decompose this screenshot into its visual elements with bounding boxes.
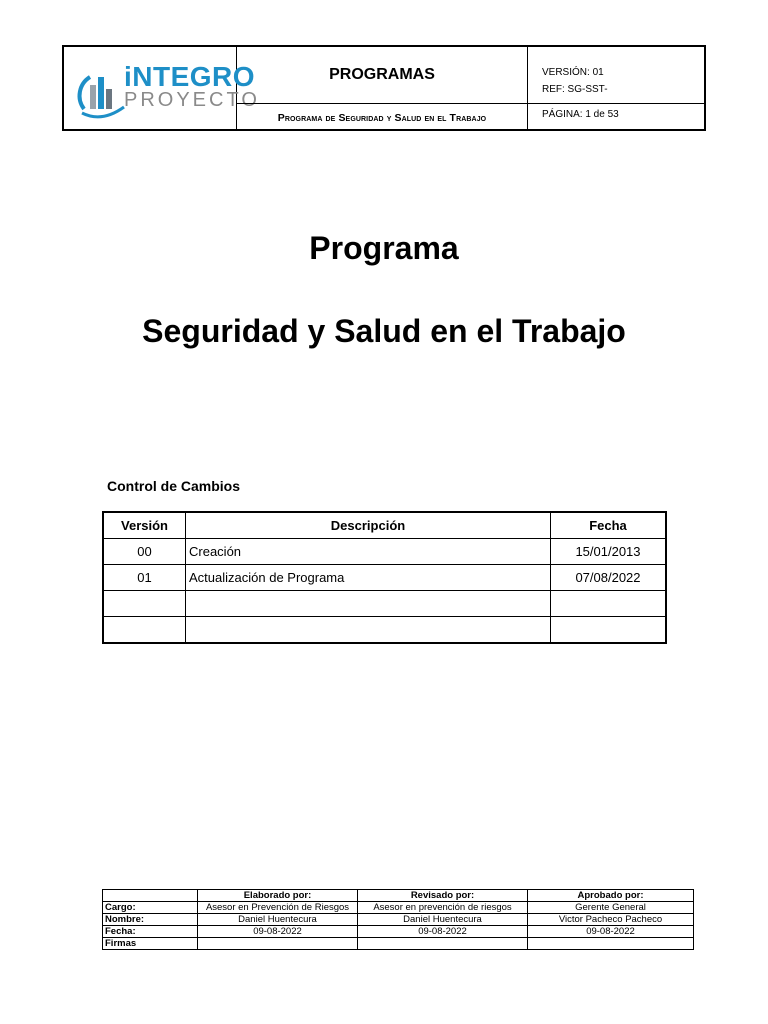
version-cell	[103, 617, 186, 644]
document-header	[62, 45, 706, 131]
date-cell: 15/01/2013	[551, 539, 667, 565]
column-header-description: Descripción	[186, 512, 551, 539]
description-cell: Creación	[186, 539, 551, 565]
approval-corner-cell	[103, 890, 198, 902]
approved-cell: Victor Pacheco Pacheco	[528, 914, 694, 926]
date-cell	[551, 591, 667, 617]
reviewed-cell: Daniel Huentecura	[358, 914, 528, 926]
elaborated-cell: Asesor en Prevención de Riesgos	[198, 902, 358, 914]
doc-type: PROGRAMAS	[237, 47, 528, 104]
company-logo	[64, 47, 260, 129]
program-name: Programa de Seguridad y Salud en el Trabajo	[237, 104, 528, 131]
reviewed-by-header: Revisado por:	[358, 890, 528, 902]
column-header-version: Versión	[103, 512, 186, 539]
elaborated-cell: Daniel Huentecura	[198, 914, 358, 926]
version-cell: 01	[103, 565, 186, 591]
row-label: Firmas	[103, 938, 198, 950]
date-cell: 07/08/2022	[551, 565, 667, 591]
logo-brand-primary: iNTEGRO	[124, 61, 256, 92]
logo-bars-icon	[72, 47, 132, 133]
table-row	[103, 617, 666, 644]
table-row	[103, 902, 694, 914]
table-header-row	[103, 512, 666, 539]
table-row	[103, 565, 666, 591]
table-row	[103, 591, 666, 617]
page-cell	[528, 104, 706, 131]
approved-cell	[528, 938, 694, 950]
table-row	[103, 914, 694, 926]
version-label: VERSIÓN: 01	[542, 67, 604, 78]
approved-cell: Gerente General	[528, 902, 694, 914]
ref-label: REF: SG-SST-	[542, 84, 608, 95]
approval-header-row	[103, 890, 694, 902]
version-cell	[103, 591, 186, 617]
table-row	[103, 938, 694, 950]
change-control-label: Control de Cambios	[107, 478, 241, 494]
row-label: Cargo:	[103, 902, 198, 914]
table-row	[103, 926, 694, 938]
description-cell: Actualización de Programa	[186, 565, 551, 591]
description-cell	[186, 617, 551, 644]
approval-table	[102, 889, 694, 950]
description-cell	[186, 591, 551, 617]
document-subtitle: Seguridad y Salud en el Trabajo	[142, 313, 626, 349]
version-ref-cell	[528, 47, 706, 104]
row-label: Fecha:	[103, 926, 198, 938]
row-label: Nombre:	[103, 914, 198, 926]
change-control-table	[102, 511, 667, 644]
version-cell: 00	[103, 539, 186, 565]
elaborated-cell	[198, 938, 358, 950]
page-label: PÁGINA: 1 de 53	[542, 109, 619, 120]
document-title: Programa	[309, 230, 459, 266]
logo-brand-secondary: PROYECTO	[124, 89, 260, 111]
date-cell	[551, 617, 667, 644]
reviewed-cell: 09-08-2022	[358, 926, 528, 938]
reviewed-cell	[358, 938, 528, 950]
elaborated-cell: 09-08-2022	[198, 926, 358, 938]
approved-cell: 09-08-2022	[528, 926, 694, 938]
table-row	[103, 539, 666, 565]
reviewed-cell: Asesor en prevención de riesgos	[358, 902, 528, 914]
approved-by-header: Aprobado por:	[528, 890, 694, 902]
elaborated-by-header: Elaborado por:	[198, 890, 358, 902]
column-header-date: Fecha	[551, 512, 667, 539]
